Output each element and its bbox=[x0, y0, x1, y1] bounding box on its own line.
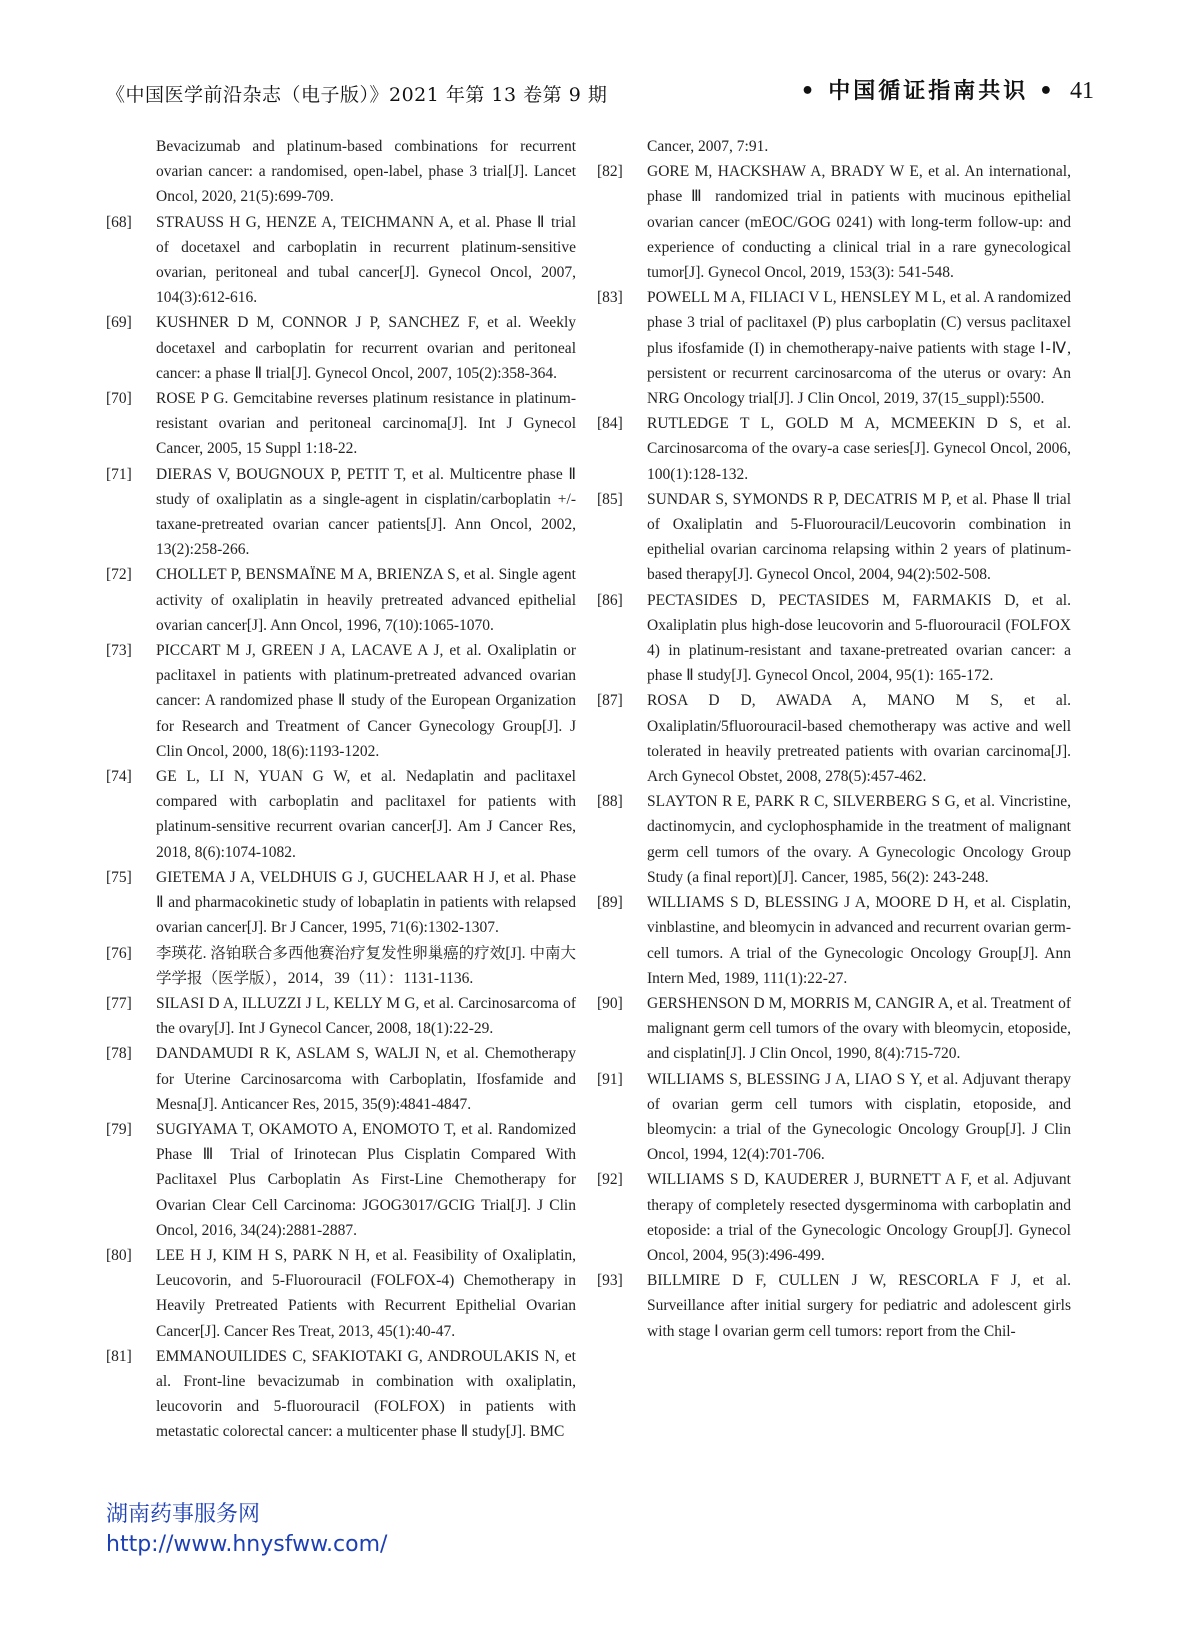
reference-item bbox=[106, 210, 576, 311]
reference-number: [72] bbox=[106, 566, 132, 584]
reference-item bbox=[597, 411, 1071, 487]
reference-number: [69] bbox=[106, 314, 132, 332]
reference-item bbox=[106, 310, 576, 386]
reference-number: [76] bbox=[106, 944, 132, 962]
reference-text: STRAUSS H G, HENZE A, TEICHMANN A, et al. Phase Ⅱ trial of docetaxel and carboplatin in recurrent platinum-sensitive ovarian, peritoneal and tubal cancer[J]. Gynecol Oncol, 2007, 104(3):612-616. bbox=[156, 213, 576, 307]
reference-text: PECTASIDES D, PECTASIDES M, FARMAKIS D, et al. Oxaliplatin plus high-dose leucovorin and 5-fluorouracil (FOLFOX 4) in platinum-resistant and taxane-pretreated ovarian cancer: a phase Ⅱ study[J]. Gynecol Oncol, 2004, 95(1): 165-172. bbox=[647, 591, 1071, 685]
reference-text: EMMANOUILIDES C, SFAKIOTAKI G, ANDROULAKIS N, et al. Front-line bevacizumab in combination with oxaliplatin, leucovorin and 5-fluorouracil (FOLFOX) in patients with metastatic colorectal cancer: a multicenter phase Ⅱ study[J]. BMC bbox=[156, 1347, 576, 1441]
reference-item bbox=[597, 159, 1071, 285]
reference-text: ROSE P G. Gemcitabine reverses platinum resistance in platinum-resistant ovarian and peritoneal carcinoma[J]. Int J Gynecol Cancer, 2005, 15 Suppl 1:18-22. bbox=[156, 390, 576, 458]
reference-text: GORE M, HACKSHAW A, BRADY W E, et al. An international, phase Ⅲ randomized trial in patients with mucinous epithelial ovarian cancer (mEOC/GOG 0241) with long-term follow-up: and experience of conducting a clinical trial in a rare gynecological tumor[J]. Gynecol Oncol, 2019, 153(3): 541-548. bbox=[647, 163, 1071, 282]
reference-continuation: Cancer, 2007, 7:91. bbox=[647, 138, 769, 155]
reference-item bbox=[106, 562, 576, 638]
reference-text: SILASI D A, ILLUZZI J L, KELLY M G, et al. Carcinosarcoma of the ovary[J]. Int J Gynecol Cancer, 2008, 18(1):22-29. bbox=[156, 994, 576, 1038]
reference-number: [85] bbox=[597, 490, 623, 508]
reference-number: [77] bbox=[106, 994, 132, 1012]
reference-item bbox=[106, 1117, 576, 1243]
reference-text: GERSHENSON D M, MORRIS M, CANGIR A, et al. Treatment of malignant germ cell tumors of the ovary with bleomycin, etoposide, and cisplatin[J]. J Clin Oncol, 1990, 8(4):715-720. bbox=[647, 994, 1071, 1063]
reference-number: [91] bbox=[597, 1070, 623, 1088]
reference-item bbox=[106, 991, 576, 1041]
reference-item bbox=[106, 941, 576, 991]
reference-text: DANDAMUDI R K, ASLAM S, WALJI N, et al. Chemotherapy for Uterine Carcinosarcoma with Carboplatin, Ifosfamide and Mesna[J]. Anticancer Res, 2015, 35(9):4841-4847. bbox=[156, 1045, 576, 1113]
reference-continuation: Bevacizumab and platinum-based combinations for recurrent ovarian cancer: a randomised, open-label, phase 3 trial[J]. Lancet Oncol, 2020, 21(5):699-709. bbox=[156, 138, 576, 206]
reference-text: BILLMIRE D F, CULLEN J W, RESCORLA F J, et al. Surveillance after initial surgery for pediatric and adolescent girls with stage Ⅰ ovarian germ cell tumors: report from the Chil- bbox=[647, 1272, 1071, 1340]
reference-number: [78] bbox=[106, 1045, 132, 1063]
reference-number: [73] bbox=[106, 642, 132, 660]
watermark-url[interactable]: http://www.hnysfww.com/ bbox=[106, 1532, 388, 1557]
reference-item bbox=[597, 1167, 1071, 1268]
reference-item bbox=[106, 386, 576, 462]
reference-number: [68] bbox=[106, 213, 132, 231]
reference-number: [79] bbox=[106, 1120, 132, 1138]
reference-text: KUSHNER D M, CONNOR J P, SANCHEZ F, et al. Weekly docetaxel and carboplatin for recurrent ovarian and peritoneal cancer: a phase Ⅱ trial[J]. Gynecol Oncol, 2007, 105(2):358-364. bbox=[156, 314, 576, 382]
reference-item bbox=[597, 991, 1071, 1067]
page-number: 41 bbox=[1070, 78, 1094, 104]
reference-text: SUGIYAMA T, OKAMOTO A, ENOMOTO T, et al. Randomized Phase Ⅲ Trial of Irinotecan Plus Cisplatin Compared With Paclitaxel Plus Carboplatin As First-Line Chemotherapy for Ovarian Clear Cell Carcinoma: JGOG3017/GCIG Trial[J]. J Clin Oncol, 2016, 34(24):2881-2887. bbox=[156, 1120, 576, 1239]
reference-number: [75] bbox=[106, 868, 132, 886]
left-column bbox=[106, 134, 576, 1445]
reference-item bbox=[106, 1243, 576, 1344]
reference-text: DIERAS V, BOUGNOUX P, PETIT T, et al. Multicentre phase Ⅱ study of oxaliplatin as a single-agent in cisplatin/carboplatin +/- taxane-pretreated ovarian cancer patients[J]. Ann Oncol, 2002, 13(2):258-266. bbox=[156, 465, 576, 559]
reference-item bbox=[106, 865, 576, 941]
reference-text: SUNDAR S, SYMONDS R P, DECATRIS M P, et al. Phase Ⅱ trial of Oxaliplatin and 5-Fluorouracil/Leucovorin combination in epithelial ovarian carcinoma relapsing within 2 years of platinum-based therapy[J]. Gynecol Oncol, 2004, 94(2):502-508. bbox=[647, 490, 1071, 584]
reference-number: [84] bbox=[597, 415, 623, 433]
reference-text: 李瑛花. 洛铂联合多西他赛治疗复发性卵巢癌的疗效[J]. 中南大学学报（医学版），2014，39（11）：1131-1136. bbox=[156, 944, 576, 987]
right-column bbox=[597, 134, 1071, 1344]
watermark-site-name: 湖南药事服务网 bbox=[106, 1502, 261, 1527]
reference-text: WILLIAMS S D, BLESSING J A, MOORE D H, et al. Cisplatin, vinblastine, and bleomycin in advanced and recurrent ovarian germ-cell tumors. A trial of the Gynecologic Oncology Group[J]. Ann Intern Med, 1989, 111(1):22-27. bbox=[647, 894, 1071, 987]
reference-text: SLAYTON R E, PARK R C, SILVERBERG S G, et al. Vincristine, dactinomycin, and cyclophosphamide in the treatment of malignant germ cell tumors of the ovary. A Gynecologic Oncology Group Study (a final report)[J]. Cancer, 1985, 56(2): 243-248. bbox=[647, 793, 1071, 886]
journal-citation: 《中国医学前沿杂志（电子版）》2021 年第 13 卷第 9 期 bbox=[106, 84, 608, 106]
reference-item bbox=[597, 285, 1071, 411]
reference-number: [82] bbox=[597, 163, 623, 181]
reference-number: [83] bbox=[597, 289, 623, 307]
reference-text: RUTLEDGE T L, GOLD M A, MCMEEKIN D S, et al. Carcinosarcoma of the ovary-a case series[J]. Gynecol Oncol, 2006, 100(1):128-132. bbox=[647, 415, 1071, 483]
reference-number: [93] bbox=[597, 1272, 623, 1290]
page-header bbox=[106, 74, 1094, 114]
section-title: • 中国循证指南共识 • bbox=[800, 79, 1056, 104]
reference-number: [87] bbox=[597, 692, 623, 710]
reference-number: [80] bbox=[106, 1246, 132, 1264]
reference-list-right bbox=[597, 159, 1071, 1344]
reference-item bbox=[106, 1041, 576, 1117]
reference-text: POWELL M A, FILIACI V L, HENSLEY M L, et al. A randomized phase 3 trial of paclitaxel (P) plus carboplatin (C) versus paclitaxel plus ifosfamide (I) in chemotherapy-naive patients with stage Ⅰ-Ⅳ, persistent or recurrent carcinosarcoma of the uterus or ovary: An NRG Oncology trial[J]. J Clin Oncol, 2019, 37(15_suppl):5500. bbox=[647, 289, 1071, 408]
reference-text: GIETEMA J A, VELDHUIS G J, GUCHELAAR H J, et al. Phase Ⅱ and pharmacokinetic study of lobaplatin in patients with relapsed ovarian cancer[J]. Br J Cancer, 1995, 71(6):1302-1307. bbox=[156, 868, 576, 937]
reference-item bbox=[106, 462, 576, 563]
reference-number: [89] bbox=[597, 894, 623, 912]
reference-number: [88] bbox=[597, 793, 623, 811]
reference-number: [71] bbox=[106, 465, 132, 483]
reference-item bbox=[106, 764, 576, 865]
site-watermark bbox=[106, 1500, 387, 1560]
reference-number: [86] bbox=[597, 591, 623, 609]
reference-item bbox=[106, 638, 576, 764]
reference-item bbox=[597, 890, 1071, 991]
reference-item bbox=[597, 789, 1071, 890]
reference-number: [70] bbox=[106, 390, 132, 408]
reference-text: GE L, LI N, YUAN G W, et al. Nedaplatin and paclitaxel compared with carboplatin and paclitaxel for patients with platinum-sensitive recurrent ovarian cancer[J]. Am J Cancer Res, 2018, 8(6):1074-1082. bbox=[156, 768, 576, 861]
reference-text: CHOLLET P, BENSMAÏNE M A, BRIENZA S, et al. Single agent activity of oxaliplatin in heavily pretreated advanced epithelial ovarian cancer[J]. Ann Oncol, 1996, 7(10):1065-1070. bbox=[156, 566, 576, 634]
reference-text: PICCART M J, GREEN J A, LACAVE A J, et al. Oxaliplatin or paclitaxel in patients with platinum-pretreated advanced ovarian cancer: A randomized phase Ⅱ study of the European Organization for Research and Treatment of Cancer Gynecology Group[J]. J Clin Oncol, 2000, 18(6):1193-1202. bbox=[156, 642, 576, 760]
reference-text: WILLIAMS S D, KAUDERER J, BURNETT A F, et al. Adjuvant therapy of completely resected dysgerminoma with carboplatin and etoposide: a trial of the Gynecologic Oncology Group[J]. Gynecol Oncol, 2004, 95(3):496-499. bbox=[647, 1171, 1071, 1264]
reference-list-left bbox=[106, 210, 576, 1445]
reference-item bbox=[106, 1344, 576, 1445]
reference-item bbox=[597, 1067, 1071, 1168]
reference-item bbox=[597, 688, 1071, 789]
reference-text: ROSA D D, AWADA A, MANO M S, et al. Oxaliplatin/5fluorouracil-based chemotherapy was active and well tolerated in heavily pretreated patients with ovarian carcinoma[J]. Arch Gynecol Obstet, 2008, 278(5):457-462. bbox=[647, 692, 1071, 786]
reference-number: [81] bbox=[106, 1347, 132, 1365]
reference-item bbox=[597, 588, 1071, 689]
reference-item bbox=[597, 1268, 1071, 1344]
reference-number: [74] bbox=[106, 768, 132, 786]
reference-item bbox=[597, 487, 1071, 588]
reference-text: WILLIAMS S, BLESSING J A, LIAO S Y, et al. Adjuvant therapy of ovarian germ cell tumors with cisplatin, etoposide, and bleomycin: a trial of the Gynecologic Oncology Group[J]. J Clin Oncol, 1994, 12(4):701-706. bbox=[647, 1070, 1071, 1164]
reference-text: LEE H J, KIM H S, PARK N H, et al. Feasibility of Oxaliplatin, Leucovorin, and 5-Fluorouracil (FOLFOX-4) Chemotherapy in Heavily Pretreated Patients with Recurrent Epithelial Ovarian Cancer[J]. Cancer Res Treat, 2013, 45(1):40-47. bbox=[156, 1246, 576, 1340]
reference-number: [90] bbox=[597, 994, 623, 1012]
reference-number: [92] bbox=[597, 1171, 623, 1189]
